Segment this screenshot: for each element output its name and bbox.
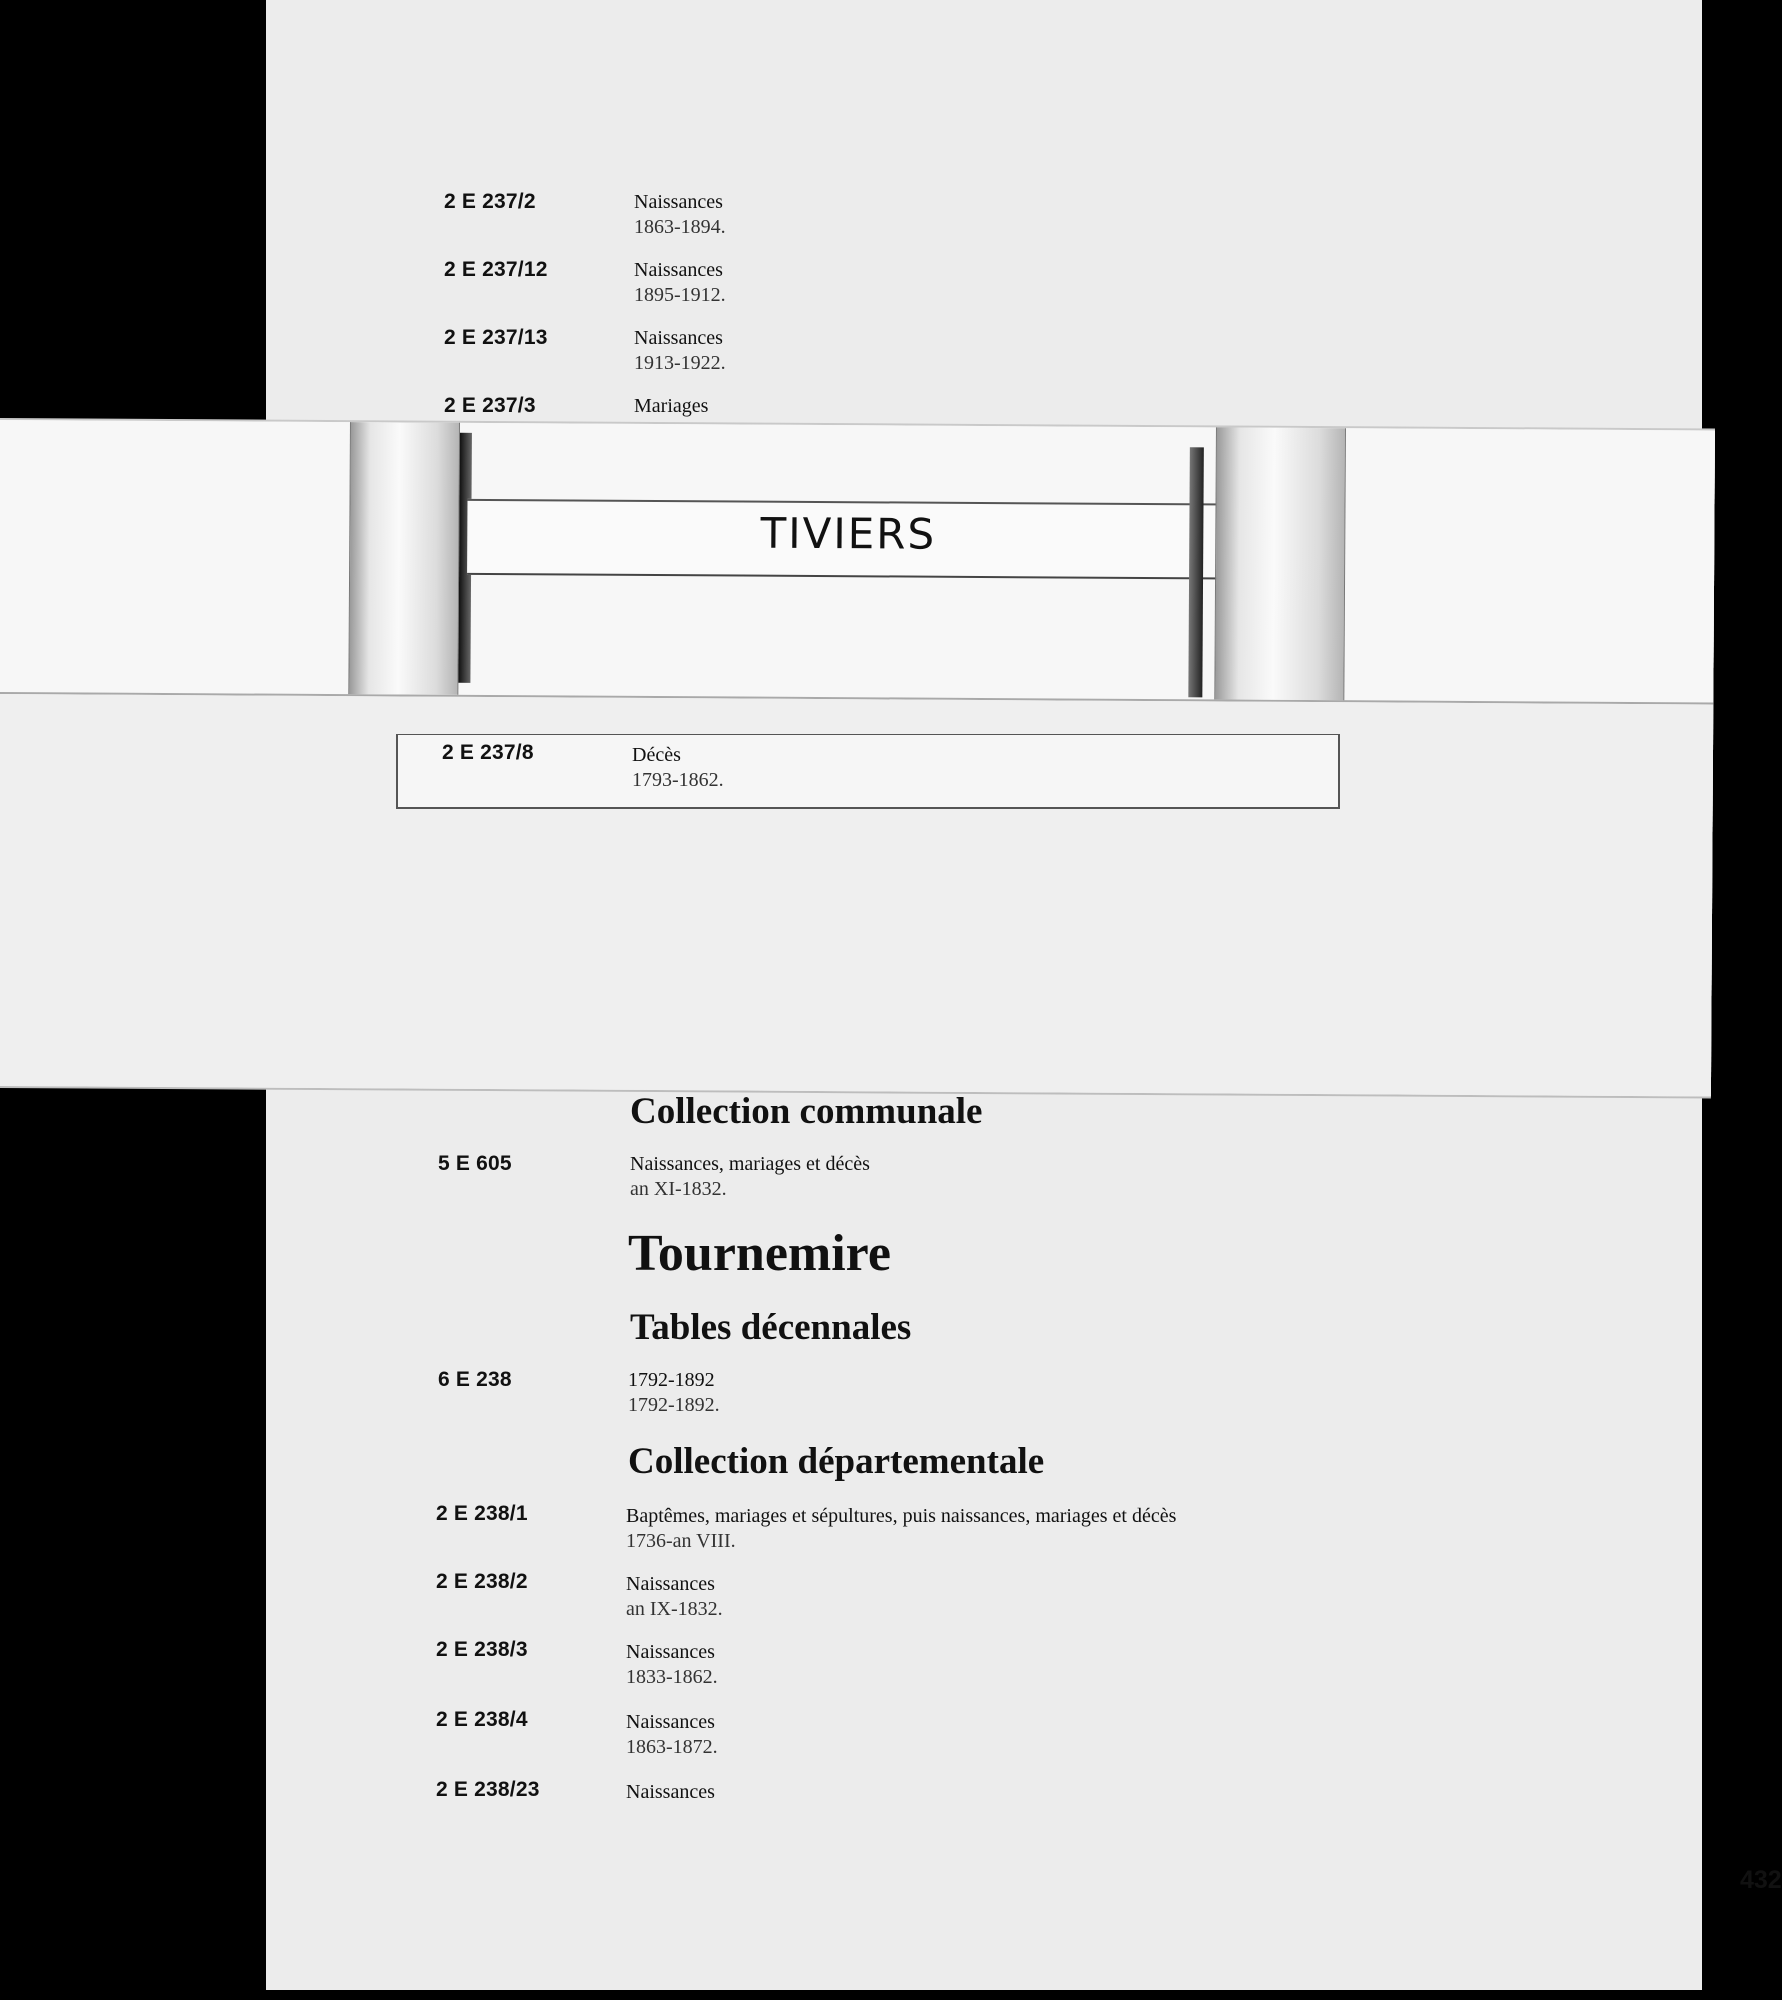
tab-fold-right [1214, 427, 1346, 700]
list-item [626, 1780, 715, 1805]
list-item [626, 1504, 1176, 1554]
entry-title: Naissances [626, 1781, 715, 1803]
entry-code: 2 E 238/3 [436, 1638, 528, 1661]
commune-title: Tournemire [628, 1225, 891, 1282]
entry-title: Naissances, mariages et décès [630, 1153, 870, 1175]
entry-code: 6 E 238 [438, 1368, 512, 1391]
list-item [628, 1368, 720, 1418]
entry-dates: 1913-1922. [634, 352, 726, 374]
list-item [634, 190, 726, 240]
list-item [634, 258, 726, 308]
entry-title: Naissances [634, 191, 723, 213]
tab-fold-left [348, 422, 460, 695]
entry-code: 2 E 237/8 [442, 741, 534, 764]
page-number: 432 [1740, 1866, 1782, 1894]
entry-dates: 1863-1872. [626, 1736, 718, 1758]
entry-code: 2 E 237/12 [444, 258, 548, 281]
entry-title: Décès [632, 744, 681, 766]
entry-title: Baptêmes, mariages et sépultures, puis naissances, mariages et décès [626, 1505, 1177, 1527]
list-item [626, 1572, 723, 1622]
entry-code: 2 E 237/13 [444, 326, 548, 349]
entry-dates: 1736-an VIII. [626, 1530, 736, 1552]
entry-dates: 1863-1894. [634, 216, 726, 238]
fold-shadow [1188, 447, 1204, 697]
entry-dates: 1833-1862. [626, 1666, 718, 1688]
entry-title: Naissances [626, 1711, 715, 1733]
entry-title: Naissances [634, 327, 723, 349]
section-heading-collection-communale: Collection communale [630, 1091, 983, 1132]
entry-dates: an XI-1832. [630, 1178, 727, 1200]
section-heading-collection-departementale: Collection départementale [628, 1441, 1045, 1482]
list-item [626, 1710, 718, 1760]
entry-code: 2 E 238/2 [436, 1570, 528, 1593]
list-item [634, 326, 726, 376]
entry-title: 1792-1892 [628, 1369, 715, 1391]
section-heading-tables-decennales: Tables décennales [630, 1307, 912, 1348]
list-item [626, 1640, 718, 1690]
list-item [632, 743, 724, 793]
entry-dates: 1792-1892. [628, 1394, 720, 1416]
entry-dates: 1793-1862. [632, 769, 724, 791]
list-item [630, 1152, 870, 1202]
entry-code: 2 E 238/4 [436, 1708, 528, 1731]
entry-title: Naissances [626, 1641, 715, 1663]
entry-dates: an IX-1832. [626, 1598, 723, 1620]
entry-dates: 1895-1912. [634, 284, 726, 306]
list-item [634, 394, 708, 419]
tab-band [0, 420, 1715, 704]
entry-code: 5 E 605 [438, 1152, 512, 1175]
tab-label: TIVIERS [760, 508, 937, 559]
entry-title: Naissances [634, 259, 723, 281]
index-tab [467, 499, 1229, 580]
entry-code: 2 E 237/2 [444, 190, 536, 213]
entry-code: 2 E 237/3 [444, 394, 536, 417]
entry-title: Naissances [626, 1573, 715, 1595]
entry-code: 2 E 238/1 [436, 1502, 528, 1525]
entry-code: 2 E 238/23 [436, 1778, 540, 1801]
boxed-entry [396, 734, 1340, 809]
entry-title: Mariages [634, 395, 709, 417]
